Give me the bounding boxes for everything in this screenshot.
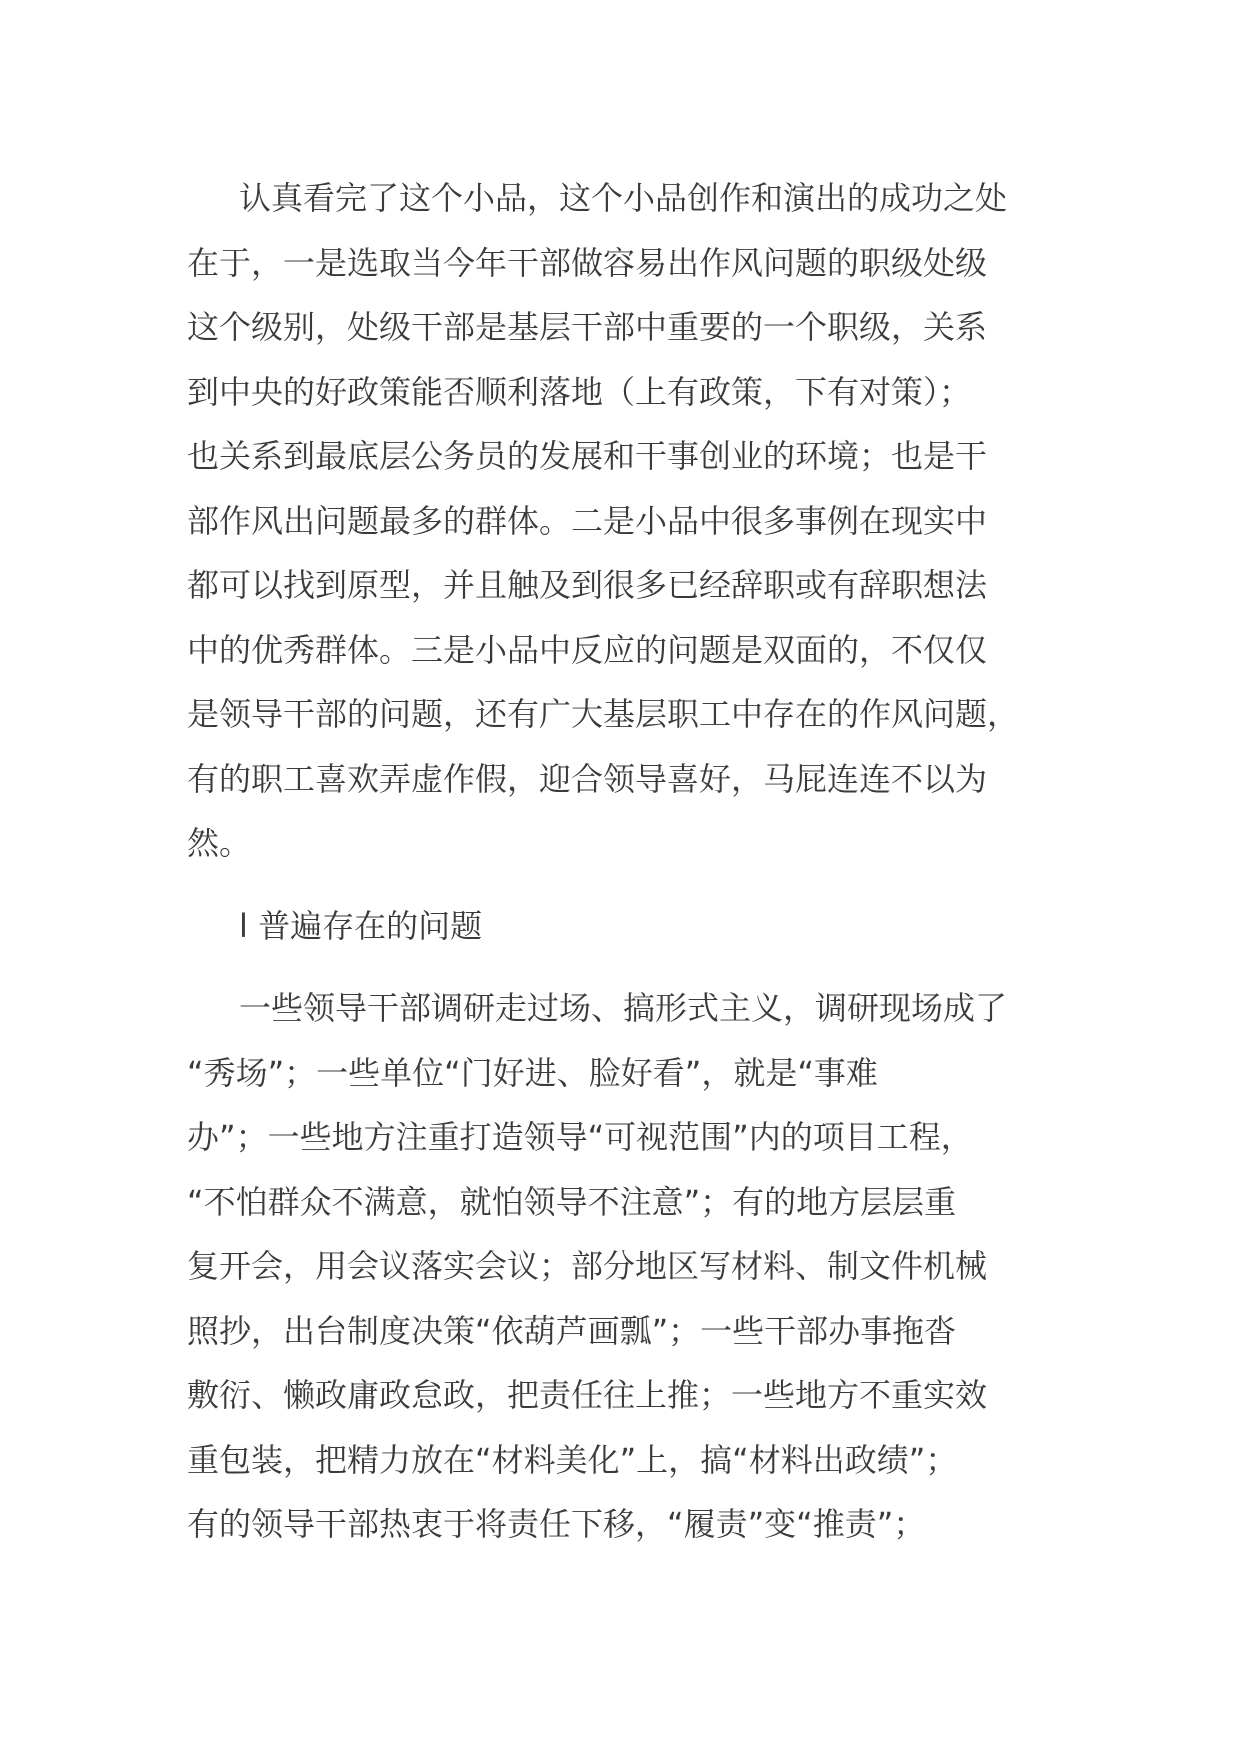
section-heading [187,894,1057,959]
paragraph-line: 复开会，用会议落实会议；部分地区写材料、制文件机械 [187,1247,988,1285]
paragraph-line: 敷衍、懒政庸政怠政，把责任往上推；一些地方不重实效 [187,1376,988,1414]
paragraph-2 [187,976,1057,1557]
paragraph-line: 然。 [187,824,252,862]
paragraph-line: 有的职工喜欢弄虚作假，迎合领导喜好，马屁连连不以为 [187,759,988,798]
paragraph-line: 到中央的好政策能否顺利落地（上有政策，下有对策）； [187,372,972,411]
paragraph-line: 都可以找到原型，并且触及到很多已经辞职或有辞职想法 [187,566,988,604]
paragraph-line: 办”；一些地方注重打造领导“可视范围”内的项目工程， [187,1118,973,1156]
paragraph-line: “秀场”；一些单位“门好进、脸好看”，就是“事难 [187,1053,878,1092]
paragraph-line: 照抄，出台制度决策“依葫芦画瓢”；一些干部办事拖沓 [187,1311,957,1350]
paragraph-1 [187,166,1057,876]
paragraph-line: 这个级别，处级干部是基层干部中重要的一个职级，关系 [187,308,988,346]
paragraph-line: “不怕群众不满意，就怕领导不注意”；有的地方层层重 [187,1182,957,1221]
paragraph-line: 是领导干部的问题，还有广大基层职工中存在的作风问题， [187,695,1020,733]
paragraph-line: 也关系到最底层公务员的发展和干事创业的环境；也是干 [187,437,988,475]
document-page [187,166,1057,1557]
paragraph-line: 在于，一是选取当今年干部做容易出作风问题的职级处级 [187,243,988,282]
section-heading-text: l 普遍存在的问题 [239,906,483,945]
paragraph-line: 一些领导干部调研走过场、搞形式主义，调研现场成了 [239,989,1008,1027]
paragraph-line: 中的优秀群体。三是小品中反应的问题是双面的，不仅仅 [187,630,988,669]
paragraph-line: 部作风出问题最多的群体。二是小品中很多事例在现实中 [187,501,988,540]
paragraph-line: 有的领导干部热衷于将责任下移，“履责”变“推责”； [187,1505,926,1543]
paragraph-line: 重包装，把精力放在“材料美化”上，搞“材料出政绩”； [187,1440,958,1479]
paragraph-line: 认真看完了这个小品，这个小品创作和演出的成功之处 [239,179,1008,217]
